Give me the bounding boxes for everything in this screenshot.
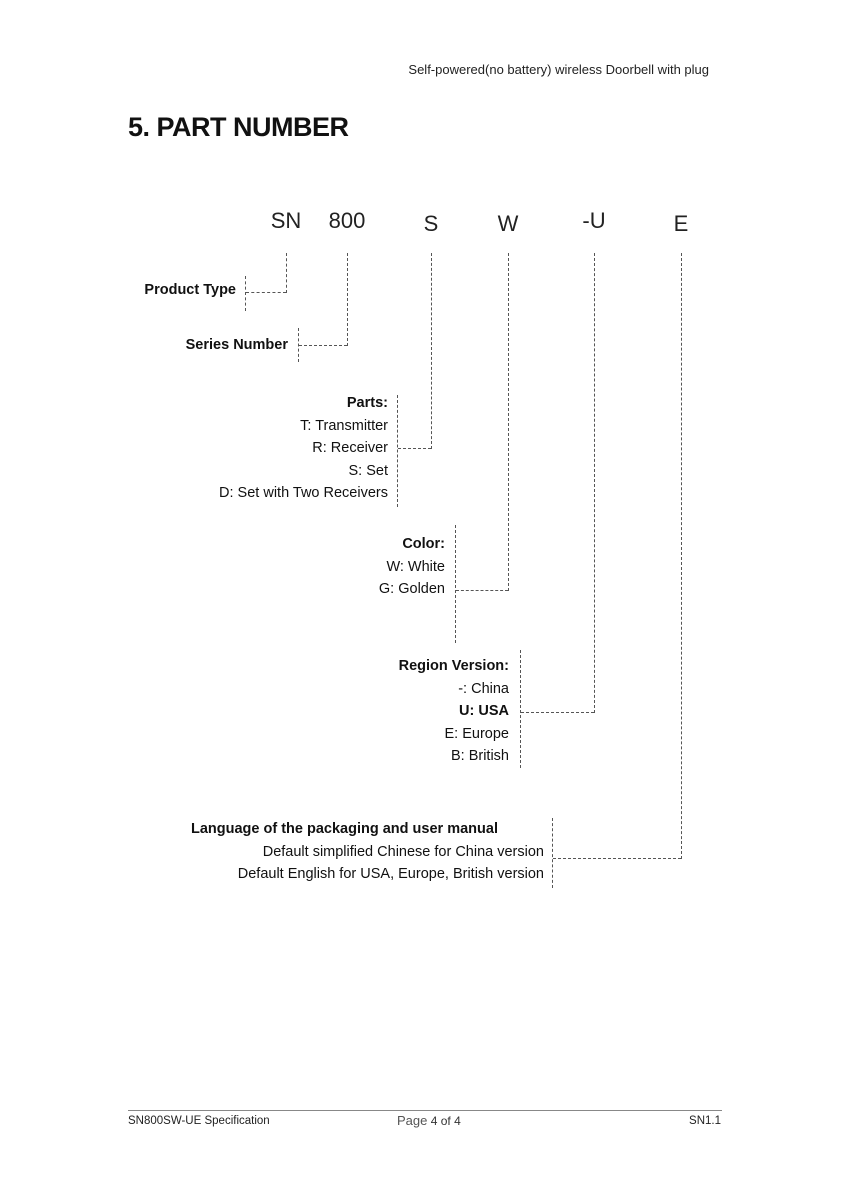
language-line [191,841,544,864]
bracket-series-number [298,328,299,362]
region-item: -: China [458,680,509,697]
footer-rule [128,1110,722,1111]
code-part-s: S [423,211,439,236]
bracket-product-type [245,276,246,311]
label-product-type [144,279,236,302]
connector-800-horizontal [299,345,347,346]
color-item: W: White [386,558,445,575]
product-type-text: Product Type [144,282,236,298]
color-group [379,533,445,601]
connector-s-vertical [431,253,432,449]
region-item-selected: U: USA [459,703,509,719]
parts-item: S: Set [348,462,388,479]
page-count: 4 of 4 [430,1114,461,1128]
bracket-language [552,818,553,888]
parts-item: T: Transmitter [300,417,388,434]
region-item: E: Europe [444,725,509,742]
series-number-text: Series Number [185,337,288,353]
code-part-800: 800 [328,208,366,233]
region-item: B: British [450,748,509,764]
region-heading: Region Version: [398,658,509,674]
label-series-number [186,334,288,357]
connector-w-horizontal [456,590,508,591]
language-heading-text: Language of the packaging and user manual [191,821,498,837]
parts-item: R: Receiver [312,440,388,456]
header-title: Self-powered(no battery) wireless Doorbell with plug [408,62,709,77]
footer-page-number [397,1113,461,1128]
parts-item: D: Set with Two Receivers [219,485,388,501]
language-line [191,863,544,886]
connector-u-vertical [594,253,595,713]
connector-e-vertical [681,253,682,859]
parts-group [219,392,388,505]
connector-e-horizontal [553,858,681,859]
section-title: 5. PART NUMBER [128,112,349,142]
bracket-parts [397,395,398,507]
bracket-region [520,650,521,768]
page-word: Page [397,1113,428,1128]
language-group [191,818,544,886]
code-part-e: E [673,211,689,236]
connector-w-vertical [508,253,509,591]
parts-heading: Parts: [346,395,388,411]
color-heading: Color: [402,536,445,552]
connector-800-vertical [347,253,348,346]
connector-s-horizontal [398,448,431,449]
connector-sn-vertical [286,253,287,293]
language-line-text: Default simplified Chinese for China version [262,843,544,860]
code-part-sn: SN [270,208,302,233]
color-item: G: Golden [378,581,445,597]
footer-version: SN1.1 [689,1115,721,1127]
bracket-color [455,525,456,643]
code-part-w: W [497,211,519,236]
region-group [399,655,509,768]
connector-u-horizontal [521,712,594,713]
code-part-u: -U [582,208,606,233]
language-line-text: Default English for USA, Europe, British version [237,866,544,882]
footer-document-name: SN800SW-UE Specification [128,1115,270,1127]
language-heading [191,818,544,841]
connector-sn-horizontal [246,292,286,293]
